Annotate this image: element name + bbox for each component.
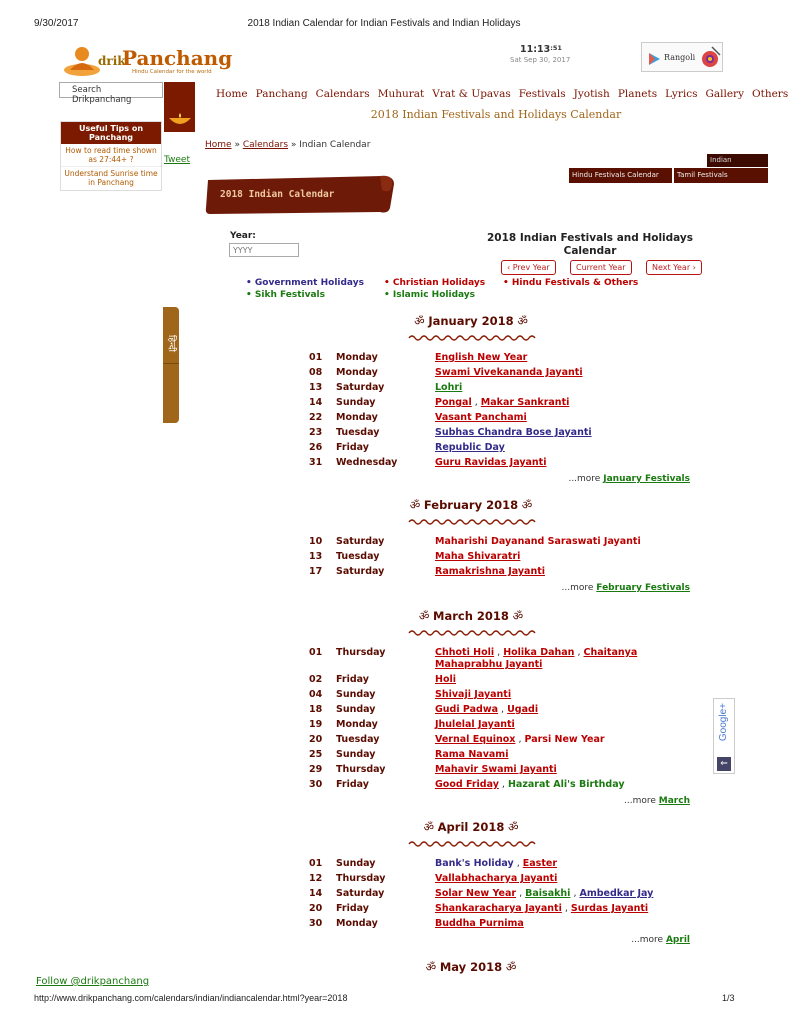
event-list (435, 779, 699, 791)
month-title: April 2018 (437, 820, 505, 834)
event-list (435, 749, 699, 761)
festival-link[interactable]: Easter (522, 858, 558, 869)
banner-title: 2018 Indian Calendar (220, 189, 335, 200)
festival-link[interactable]: Chhoti Holi (435, 647, 495, 658)
event-list (435, 352, 699, 364)
weekday: Thursday (336, 647, 386, 658)
event-list (435, 689, 699, 701)
logo-panchang: Panchang (122, 46, 233, 70)
search-input[interactable] (59, 82, 163, 105)
print-date: 9/30/2017 (34, 18, 79, 29)
festival-link: Parsi New Year (524, 734, 605, 745)
current-year-button[interactable]: Current Year (570, 260, 632, 275)
festival-link[interactable]: Ugadi (507, 704, 539, 715)
event-list (435, 427, 699, 439)
ornament-wave (409, 520, 535, 524)
festival-row (309, 749, 709, 760)
more-festivals-link[interactable]: January Festivals (603, 474, 690, 484)
print-page: 1/3 (722, 993, 735, 1003)
festival-row (309, 352, 709, 363)
more-festivals-link[interactable]: March (658, 796, 690, 806)
year-input[interactable] (229, 243, 299, 257)
festival-link[interactable]: Mahavir Swami Jayanti (435, 764, 557, 775)
festival-row (309, 689, 709, 700)
festival-link[interactable]: Lohri (435, 382, 463, 393)
event-list (435, 719, 699, 731)
nav-item-vrat-upavas[interactable]: Vrat & Upavas (432, 88, 511, 100)
day-number: 10 (309, 536, 323, 547)
event-list (435, 903, 699, 915)
follow-link[interactable]: Follow @drikpanchang (36, 976, 150, 987)
nav-item-planets[interactable]: Planets (617, 88, 658, 100)
event-list (435, 734, 699, 746)
weekday: Monday (336, 352, 378, 363)
day-number: 04 (309, 689, 323, 700)
clock-date: Sat Sep 30, 2017 (510, 56, 571, 64)
day-number: 22 (309, 412, 323, 423)
month-title: January 2018 (428, 314, 514, 328)
weekday: Wednesday (336, 457, 398, 468)
legend-sikh: • Sikh Festivals (246, 290, 325, 300)
event-list (435, 367, 699, 379)
more-festivals-link[interactable]: February Festivals (596, 583, 690, 593)
ornament-wave (409, 336, 535, 340)
festival-row (309, 566, 709, 577)
nav-item-home[interactable]: Home (216, 88, 248, 100)
festival-link[interactable]: Baisakhi (525, 888, 571, 899)
festival-link[interactable]: Shankaracharya Jayanti (435, 903, 562, 914)
event-list (435, 888, 699, 900)
more-festivals (568, 474, 690, 484)
event-separator: , (574, 647, 584, 658)
day-number: 14 (309, 397, 323, 408)
ornament-divider (409, 840, 535, 848)
festival-row (309, 551, 709, 562)
month-heading (396, 498, 546, 513)
legend-christian: • Christian Holidays (384, 278, 486, 288)
nav-item-others[interactable]: Others (752, 88, 789, 100)
om-icon: ॐ (418, 609, 434, 623)
event-separator: , (498, 779, 508, 790)
more-prefix: ...more (561, 583, 594, 593)
festival-link[interactable]: Vernal Equinox (435, 734, 516, 745)
sage-icon (62, 44, 102, 78)
nav-item-gallery[interactable]: Gallery (705, 88, 744, 100)
weekday: Tuesday (336, 734, 380, 745)
weekday: Monday (336, 367, 378, 378)
legend-islamic: • Islamic Holidays (384, 290, 476, 300)
nav-item-lyrics[interactable]: Lyrics (665, 88, 698, 100)
day-number: 12 (309, 873, 323, 884)
more-prefix: ...more (568, 474, 601, 484)
weekday: Thursday (336, 873, 386, 884)
festival-row (309, 704, 709, 715)
event-separator: , (513, 858, 523, 869)
more-festivals (624, 796, 690, 806)
more-festivals (631, 935, 690, 945)
weekday: Saturday (336, 566, 385, 577)
clock-time: $11:13^{:51}$ (520, 44, 562, 55)
day-number: 26 (309, 442, 323, 453)
om-icon: ॐ (409, 498, 424, 512)
weekday: Sunday (336, 689, 376, 700)
weekday: Friday (336, 779, 369, 790)
om-icon: ॐ (513, 314, 528, 328)
rangoli-button[interactable] (641, 42, 723, 72)
day-number: 13 (309, 551, 323, 562)
month-ornament (409, 518, 535, 529)
month-title: March 2018 (433, 609, 509, 623)
festival-row (309, 734, 709, 745)
day-number: 30 (309, 918, 323, 929)
weekday: Monday (336, 719, 378, 730)
day-number: 19 (309, 719, 323, 730)
breadcrumb-calendars[interactable]: Calendars (242, 140, 289, 150)
festival-link[interactable]: Ramakrishna Jayanti (435, 566, 546, 577)
festival-link[interactable]: Jhulelal Jayanti (435, 719, 515, 730)
festival-link[interactable]: Pongal (435, 397, 472, 408)
logo-drik: drik (98, 54, 126, 68)
tip-link-sunrise[interactable]: Understand Sunrise time in Panchang (64, 169, 158, 187)
nav-item-festivals[interactable]: Festivals (518, 88, 566, 100)
day-number: 08 (309, 367, 323, 378)
festival-row (309, 719, 709, 730)
day-number: 18 (309, 704, 323, 715)
weekday: Sunday (336, 397, 376, 408)
festival-row (309, 888, 709, 899)
tweet-link[interactable]: Tweet (164, 155, 190, 165)
festival-link[interactable]: Rama Navami (435, 749, 509, 760)
event-list (435, 647, 699, 671)
festival-row (309, 412, 709, 423)
ornament-divider (409, 334, 535, 342)
festival-link[interactable]: Solar New Year (435, 888, 517, 899)
festival-link[interactable]: Maha Shivaratri (435, 551, 521, 562)
weekday: Sunday (336, 858, 376, 869)
day-number: 01 (309, 352, 323, 363)
event-separator: , (561, 903, 571, 914)
event-list (435, 566, 699, 578)
event-list (435, 551, 699, 563)
rangoli-flower-icon (698, 45, 722, 71)
weekday: Tuesday (336, 551, 380, 562)
day-number: 14 (309, 888, 323, 899)
diya-badge (164, 82, 195, 132)
festival-row (309, 779, 709, 790)
event-list (435, 764, 699, 776)
month-title: February 2018 (423, 498, 519, 512)
share-arrow-icon: ⇐ (717, 757, 731, 771)
search-label: Search Drikpanchang (72, 85, 132, 105)
event-list (435, 442, 699, 454)
event-list (435, 858, 699, 870)
hindi-side-tab[interactable] (163, 307, 179, 423)
weekday: Saturday (336, 382, 385, 393)
om-icon: ॐ (504, 820, 519, 834)
festival-link: Bank's Holiday (435, 858, 514, 869)
festival-link[interactable]: Guru Ravidas Jayanti (435, 457, 547, 468)
festival-link[interactable]: Vallabhacharya Jayanti (435, 873, 558, 884)
festival-link[interactable]: Good Friday (435, 779, 499, 790)
weekday: Friday (336, 674, 369, 685)
event-list (435, 457, 699, 469)
tips-box (60, 121, 162, 191)
event-separator: , (494, 647, 504, 658)
om-icon: ॐ (518, 498, 533, 512)
tab-divider (163, 363, 179, 364)
day-number: 01 (309, 858, 323, 869)
rangoli-label: Rangoli (664, 53, 696, 62)
festival-link[interactable]: Holi (435, 674, 456, 685)
breadcrumb-current: Indian Calendar (299, 140, 371, 150)
weekday: Friday (336, 903, 369, 914)
drikpanchang-logo[interactable] (62, 44, 232, 80)
festival-row (309, 764, 709, 775)
month-ornament (409, 334, 535, 345)
event-list (435, 873, 699, 885)
om-icon: ॐ (425, 960, 440, 974)
weekday: Sunday (336, 749, 376, 760)
tip-link-time[interactable]: How to read time shown as 27:44+ ? (61, 144, 161, 167)
nav-item-muhurat[interactable]: Muhurat (377, 88, 425, 100)
festival-link[interactable]: Ambedkar Jay (579, 888, 654, 899)
festival-row (309, 674, 709, 685)
tab-indian[interactable]: Indian (707, 154, 768, 167)
festival-row (309, 918, 709, 929)
day-number: 01 (309, 647, 323, 658)
logo-tagline: Hindu Calendar for the world (132, 69, 212, 75)
festival-link[interactable]: English New Year (435, 352, 528, 363)
month-heading (396, 314, 546, 329)
om-icon: ॐ (423, 820, 438, 834)
more-prefix: ...more (631, 935, 664, 945)
weekday: Saturday (336, 536, 385, 547)
om-icon: ॐ (508, 609, 524, 623)
month-ornament (409, 629, 535, 640)
festival-link[interactable]: Surdas Jayanti (570, 903, 649, 914)
breadcrumb-home[interactable]: Home (205, 140, 232, 150)
event-list (435, 412, 699, 424)
event-list (435, 674, 699, 686)
legend-hindu: • Hindu Festivals & Others (503, 278, 639, 288)
weekday: Thursday (336, 764, 386, 775)
nav-item-jyotish[interactable]: Jyotish (573, 88, 610, 100)
festival-link[interactable]: Chaitanya Mahaprabhu Jayanti (435, 647, 638, 670)
festival-row (309, 442, 709, 453)
festival-link[interactable]: Holika Dahan (503, 647, 575, 658)
play-icon (647, 52, 661, 66)
festival-row (309, 647, 709, 670)
main-nav (216, 88, 796, 100)
day-number: 20 (309, 903, 323, 914)
festival-row (309, 873, 709, 884)
month-heading (396, 609, 546, 624)
festival-link[interactable]: Vasant Panchami (435, 412, 527, 423)
day-number: 17 (309, 566, 323, 577)
festival-row (309, 397, 709, 408)
event-separator: , (471, 397, 481, 408)
festival-row (309, 858, 709, 869)
hindi-tab-label: हिन्दी (166, 335, 176, 353)
festival-link[interactable]: Gudi Padwa (435, 704, 499, 715)
calendar-title: 2018 Indian Festivals and Holidays Calendar (486, 232, 694, 257)
prev-year-button[interactable]: ‹ Prev Year (501, 260, 556, 275)
weekday: Sunday (336, 704, 376, 715)
weekday: Saturday (336, 888, 385, 899)
om-icon: ॐ (414, 314, 429, 328)
festival-link[interactable]: Buddha Purnima (435, 918, 524, 929)
breadcrumb (205, 140, 370, 150)
event-separator: , (515, 734, 525, 745)
legend-government: • Government Holidays (246, 278, 364, 288)
om-icon: ॐ (502, 960, 517, 974)
event-separator: , (516, 888, 526, 899)
event-list (435, 704, 699, 716)
month-ornament (409, 840, 535, 851)
ornament-divider (409, 518, 535, 526)
more-festivals (562, 583, 690, 593)
festival-row (309, 382, 709, 393)
google-plus-label: Google+ (718, 703, 729, 742)
day-number: 02 (309, 674, 323, 685)
day-number: 13 (309, 382, 323, 393)
day-number: 30 (309, 779, 323, 790)
day-number: 31 (309, 457, 323, 468)
tab-tamil-festivals[interactable]: Tamil Festivals (674, 168, 768, 183)
day-number: 25 (309, 749, 323, 760)
weekday: Monday (336, 412, 378, 423)
month-heading (396, 960, 546, 975)
weekday: Tuesday (336, 427, 380, 438)
ornament-wave (409, 842, 535, 846)
nav-item-calendars[interactable]: Calendars (315, 88, 370, 100)
breadcrumb-sep: » (290, 140, 297, 150)
ornament-divider (409, 629, 535, 637)
festival-link[interactable]: Republic Day (435, 442, 505, 453)
event-list (435, 397, 699, 409)
month-title: May 2018 (439, 960, 503, 974)
year-label: Year: (230, 231, 256, 241)
festival-row (309, 427, 709, 438)
event-separator: , (570, 888, 580, 899)
calendar-banner (204, 172, 396, 216)
festival-link[interactable]: Subhas Chandra Bose Jayanti (435, 427, 592, 438)
festival-row (309, 457, 709, 468)
weekday: Friday (336, 442, 369, 453)
diya-icon (168, 112, 192, 128)
print-title: 2018 Indian Calendar for Indian Festivals and Indian Holidays (247, 18, 521, 29)
more-festivals-link[interactable]: April (665, 935, 690, 945)
event-list (435, 536, 699, 548)
day-number: 23 (309, 427, 323, 438)
event-list (435, 918, 699, 930)
print-url: http://www.drikpanchang.com/calendars/indian/indiancalendar.html?year=2018 (34, 993, 348, 1003)
day-number: 29 (309, 764, 323, 775)
festival-link[interactable]: Shivaji Jayanti (435, 689, 512, 700)
tips-title: Useful Tips on Panchang (61, 122, 161, 144)
ornament-wave (409, 631, 535, 635)
day-number: 20 (309, 734, 323, 745)
event-separator: , (498, 704, 508, 715)
nav-item-panchang[interactable]: Panchang (255, 88, 308, 100)
tab-hindu-festivals[interactable]: Hindu Festivals Calendar (569, 168, 672, 183)
page-heading: 2018 Indian Festivals and Holidays Calendar (370, 108, 622, 121)
breadcrumb-sep: » (234, 140, 240, 150)
next-year-button[interactable]: Next Year › (646, 260, 702, 275)
festival-link[interactable]: Swami Vivekananda Jayanti (435, 367, 583, 378)
month-heading (396, 820, 546, 835)
more-prefix: ...more (624, 796, 656, 806)
google-plus-button[interactable] (713, 698, 735, 774)
festival-link[interactable]: Makar Sankranti (480, 397, 570, 408)
weekday: Monday (336, 918, 378, 929)
festival-link: Maharishi Dayanand Saraswati Jayanti (435, 536, 641, 547)
festival-link: Hazarat Ali's Birthday (507, 779, 625, 790)
event-list (435, 382, 699, 394)
festival-row (309, 536, 709, 547)
festival-row (309, 367, 709, 378)
festival-row (309, 903, 709, 914)
